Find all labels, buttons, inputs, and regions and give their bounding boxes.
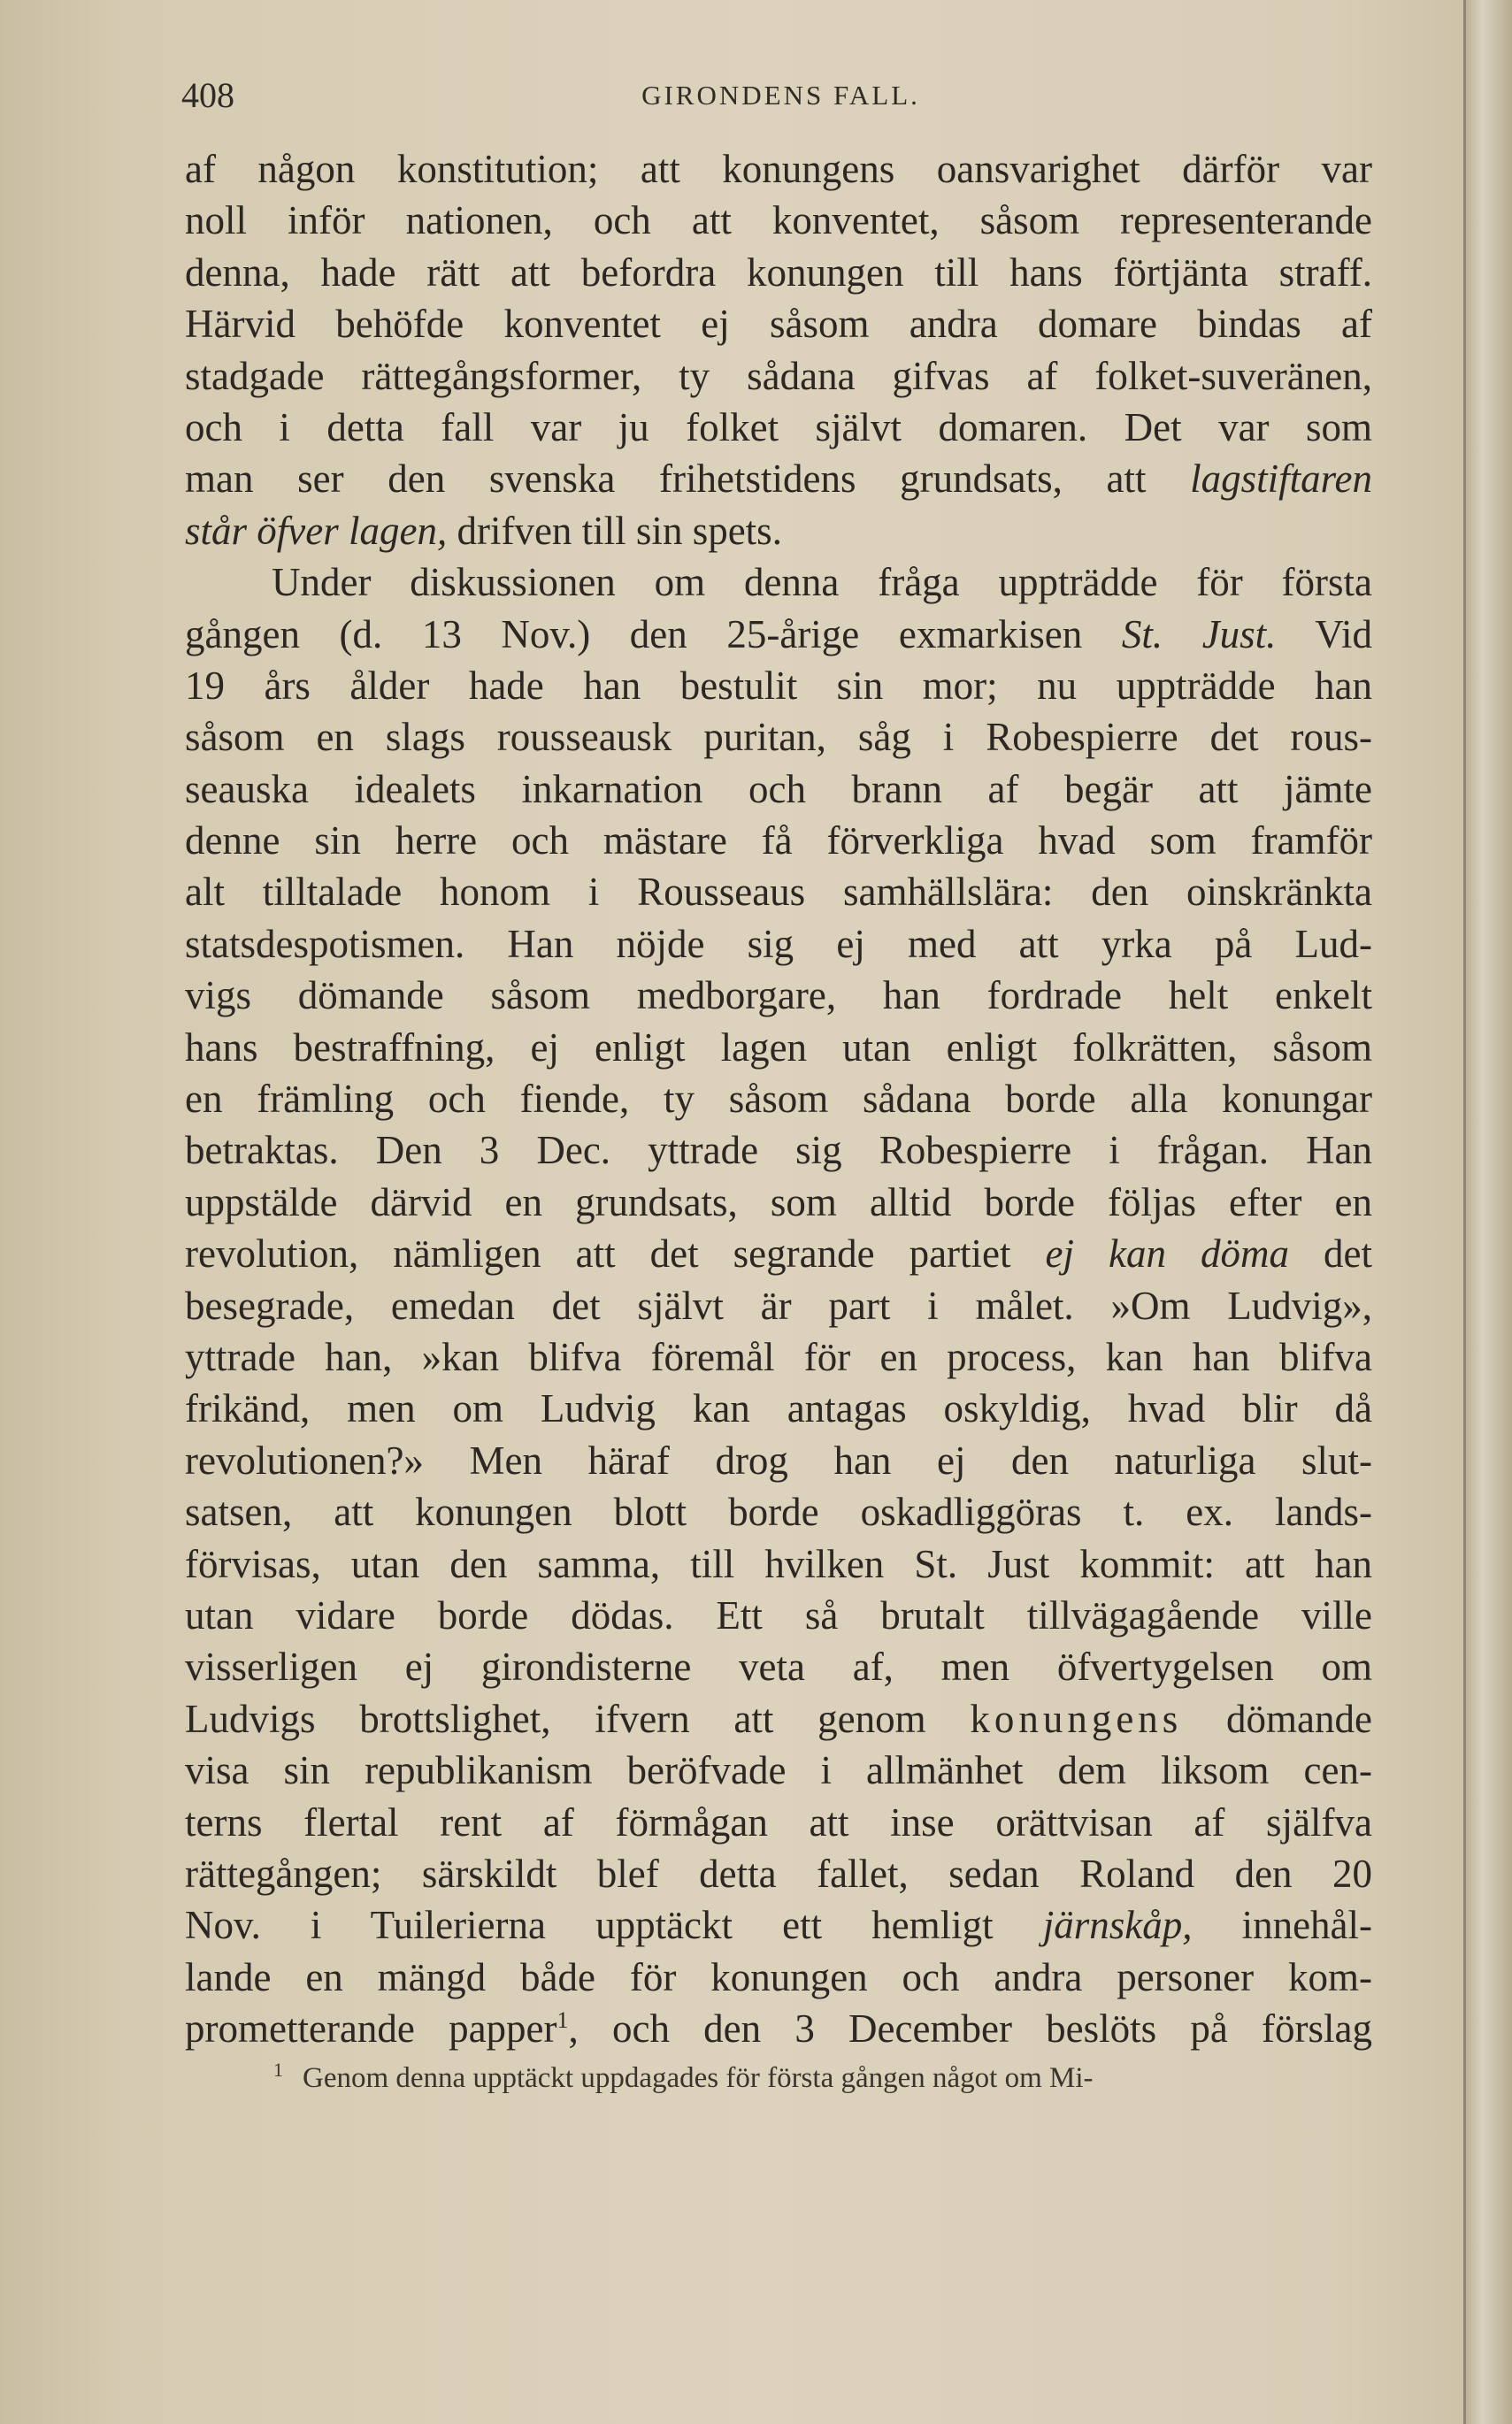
text-segment: det	[1289, 1231, 1372, 1277]
italic-text: järnskåp,	[1042, 1903, 1193, 1948]
text-segment: , och den 3 December beslöts på förslag	[568, 2006, 1372, 2052]
spaced-text: konungens	[970, 1696, 1183, 1741]
italic-text: lagstiftaren	[1190, 456, 1372, 502]
text-line: stadgade rättegångsformer, ty sådana gifvas af folket-suveränen,	[185, 353, 1372, 398]
text-line: noll inför nationen, och att konventet, såsom representerande	[185, 198, 1372, 243]
footnote	[185, 2056, 1372, 2100]
text-line: förvisas, utan den samma, till hvilken St. Just kommit: att han	[185, 1541, 1372, 1586]
italic-text: står öfver lagen,	[185, 508, 448, 553]
text-line	[185, 2003, 1372, 2054]
text-line	[185, 453, 1372, 504]
text-line: af någon konstitution; att konungens oansvarighet därför var	[185, 147, 1372, 191]
text-segment: prometterande papper	[185, 2006, 557, 2052]
text-line: såsom en slags rousseausk puritan, såg i Robespierre det rous-	[185, 715, 1372, 760]
text-line: besegrade, emedan det självt är part i målet. »Om Ludvig»,	[185, 1283, 1372, 1328]
text-segment: Nov. i Tuilerierna upptäckt ett hemligt	[185, 1903, 1043, 1948]
text-line: denne sin herre och mästare få förverkliga hvad som framför	[185, 818, 1372, 863]
text-line: satsen, att konungen blott borde oskadliggöras t. ex. lands-	[185, 1490, 1372, 1535]
text-line	[185, 609, 1372, 660]
page-header	[181, 74, 1380, 127]
text-line: lande en mängd både för konungen och andra personer kom-	[185, 1954, 1372, 1999]
text-line: uppstälde därvid en grundsats, som alltid borde följas efter en	[185, 1179, 1372, 1224]
text-line: rättegången; särskildt blef detta fallet, sedan Roland den 20	[185, 1851, 1372, 1896]
text-line: alt tilltalade honom i Rousseaus samhällslära: den oinskränkta	[185, 870, 1372, 915]
page-edge	[1463, 0, 1512, 2424]
running-head: GIRONDENS FALL.	[641, 80, 920, 111]
text-segment: revolution, nämligen att det segrande partiet	[185, 1231, 1046, 1277]
italic-text: St. Just.	[1121, 611, 1277, 656]
text-line: hans bestraffning, ej enligt lagen utan enligt folkrätten, såsom	[185, 1024, 1372, 1070]
text-line: frikänd, men om Ludvig kan antagas oskyldig, hvad blir då	[185, 1386, 1372, 1431]
text-line: en främling och fiende, ty såsom sådana borde alla konungar	[185, 1077, 1372, 1122]
text-line: terns flertal rent af förmågan att inse orättvisan af själfva	[185, 1799, 1372, 1845]
text-segment: dömande	[1182, 1696, 1372, 1741]
text-line: utan vidare borde dödas. Ett så brutalt tillvägagående ville	[185, 1592, 1372, 1638]
footnote-mark: 1	[273, 2059, 283, 2081]
text-line: seauska idealets inkarnation och brann af begär att jämte	[185, 766, 1372, 811]
text-line: betraktas. Den 3 Dec. yttrade sig Robespierre i frågan. Han	[185, 1128, 1372, 1173]
text-line: revolutionen?» Men häraf drog han ej den naturliga slut-	[185, 1438, 1372, 1483]
text-line: vigs dömande såsom medborgare, han fordrade helt enkelt	[185, 973, 1372, 1018]
text-segment: gången (d. 13 Nov.) den 25-årige exmarkisen	[185, 611, 1122, 656]
page-number: 408	[181, 75, 234, 115]
text-line: yttrade han, »kan blifva föremål för en process, kan han blifva	[185, 1334, 1372, 1379]
text-line: och i detta fall var ju folket självt domaren. Det var som	[185, 404, 1372, 449]
text-segment: drifven till sin spets.	[447, 508, 782, 553]
text-line	[185, 1693, 1372, 1745]
footnote-reference: 1	[556, 2007, 569, 2034]
text-segment: Vid	[1276, 611, 1372, 656]
text-line: visserligen ej girondisterne veta af, men öfvertygelsen om	[185, 1645, 1372, 1690]
footnote-text: Genom denna upptäckt uppdagades för första gången något om Mi-	[303, 2062, 1094, 2094]
text-line	[185, 505, 1372, 556]
text-segment: innehål-	[1192, 1903, 1372, 1948]
italic-text: ej kan döma	[1045, 1231, 1289, 1277]
text-line: 19 års ålder hade han bestulit sin mor; nu uppträdde han	[185, 663, 1372, 708]
text-segment: man ser den svenska frihetstidens grundsats, att	[185, 456, 1191, 502]
body-text	[185, 143, 1372, 2054]
text-segment: Ludvigs brottslighet, ifvern att genom	[185, 1696, 971, 1741]
text-line: Härvid behöfde konventet ej såsom andra domare bindas af	[185, 302, 1372, 347]
text-line: denna, hade rätt att befordra konungen till hans förtjänta straff.	[185, 249, 1372, 295]
text-line: statsdespotismen. Han nöjde sig ej med att yrka på Lud-	[185, 921, 1372, 966]
text-line	[185, 1228, 1372, 1279]
text-line: Under diskussionen om denna fråga uppträdde för första	[272, 560, 1372, 605]
text-line	[185, 1899, 1372, 1951]
text-line: visa sin republikanism beröfvade i allmänhet dem liksom cen-	[185, 1748, 1372, 1793]
